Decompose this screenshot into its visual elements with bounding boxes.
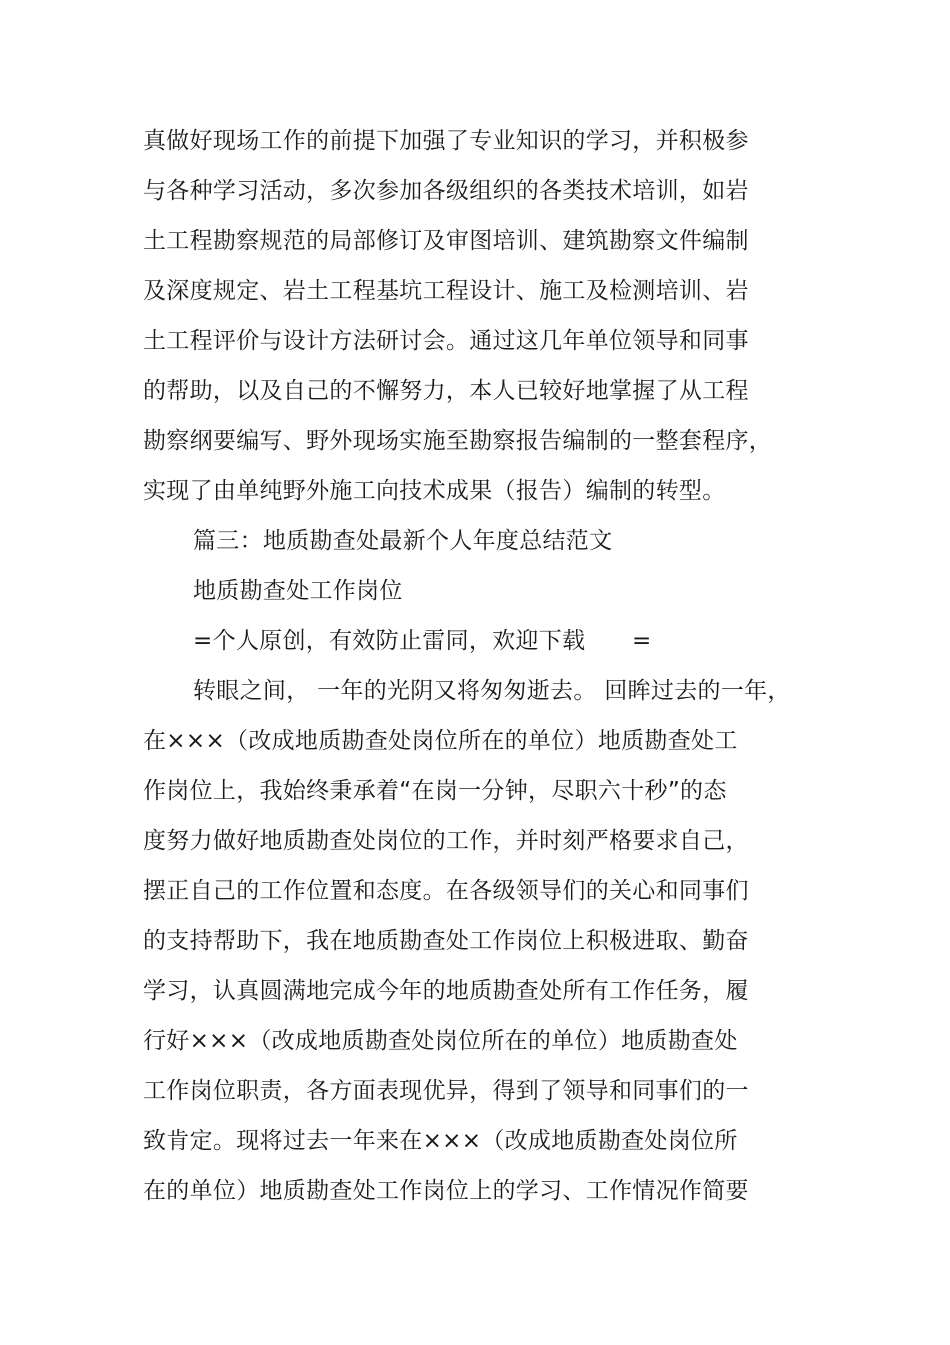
text-line: 与各种学习活动，多次参加各级组织的各类技术培训，如岩 — [143, 178, 749, 204]
section-subtitle: 地质勘查处工作岗位 — [193, 578, 403, 604]
text-line: 致肯定。现将过去一年来在×××（改成地质勘查处岗位所 — [143, 1128, 738, 1154]
text-line: 勘察纲要编写、野外现场实施至勘察报告编制的一整套程序， — [143, 428, 773, 454]
text-line: 学习，认真圆满地完成今年的地质勘查处所有工作任务，履 — [143, 978, 749, 1004]
text-line: 作岗位上，我始终秉承着“在岗一分钟，尽职六十秒”的态 — [143, 778, 727, 804]
text-line: 土工程评价与设计方法研讨会。通过这几年单位领导和同事 — [143, 328, 749, 354]
text-line: 的支持帮助下，我在地质勘查处工作岗位上积极进取、勤奋 — [143, 928, 749, 954]
text-line: 工作岗位职责，各方面表现优异，得到了领导和同事们的一 — [143, 1078, 749, 1104]
text-line: 及深度规定、岩土工程基坑工程设计、施工及检测培训、岩 — [143, 278, 749, 304]
text-line: 实现了由单纯野外施工向技术成果（报告）编制的转型。 — [143, 478, 726, 504]
text-line: 土工程勘察规范的局部修订及审图培训、建筑勘察文件编制 — [143, 228, 749, 254]
notice-line: =个人原创，有效防止雷同，欢迎下载 = — [193, 628, 652, 654]
section-heading: 篇三：地质勘查处最新个人年度总结范文 — [193, 528, 613, 554]
text-line: 真做好现场工作的前提下加强了专业知识的学习，并积极参 — [143, 128, 749, 154]
text-line: 转眼之间， 一年的光阴又将匆匆逝去。 回眸过去的一年， — [193, 678, 791, 704]
text-line: 度努力做好地质勘查处岗位的工作，并时刻严格要求自己， — [143, 828, 749, 854]
text-line: 的帮助，以及自己的不懈努力，本人已较好地掌握了从工程 — [143, 378, 749, 404]
text-line: 在×××（改成地质勘查处岗位所在的单位）地质勘查处工 — [143, 728, 738, 754]
text-line: 摆正自己的工作位置和态度。在各级领导们的关心和同事们 — [143, 878, 749, 904]
text-line: 在的单位）地质勘查处工作岗位上的学习、工作情况作简要 — [143, 1178, 749, 1204]
text-line: 行好×××（改成地质勘查处岗位所在的单位）地质勘查处 — [143, 1028, 738, 1054]
